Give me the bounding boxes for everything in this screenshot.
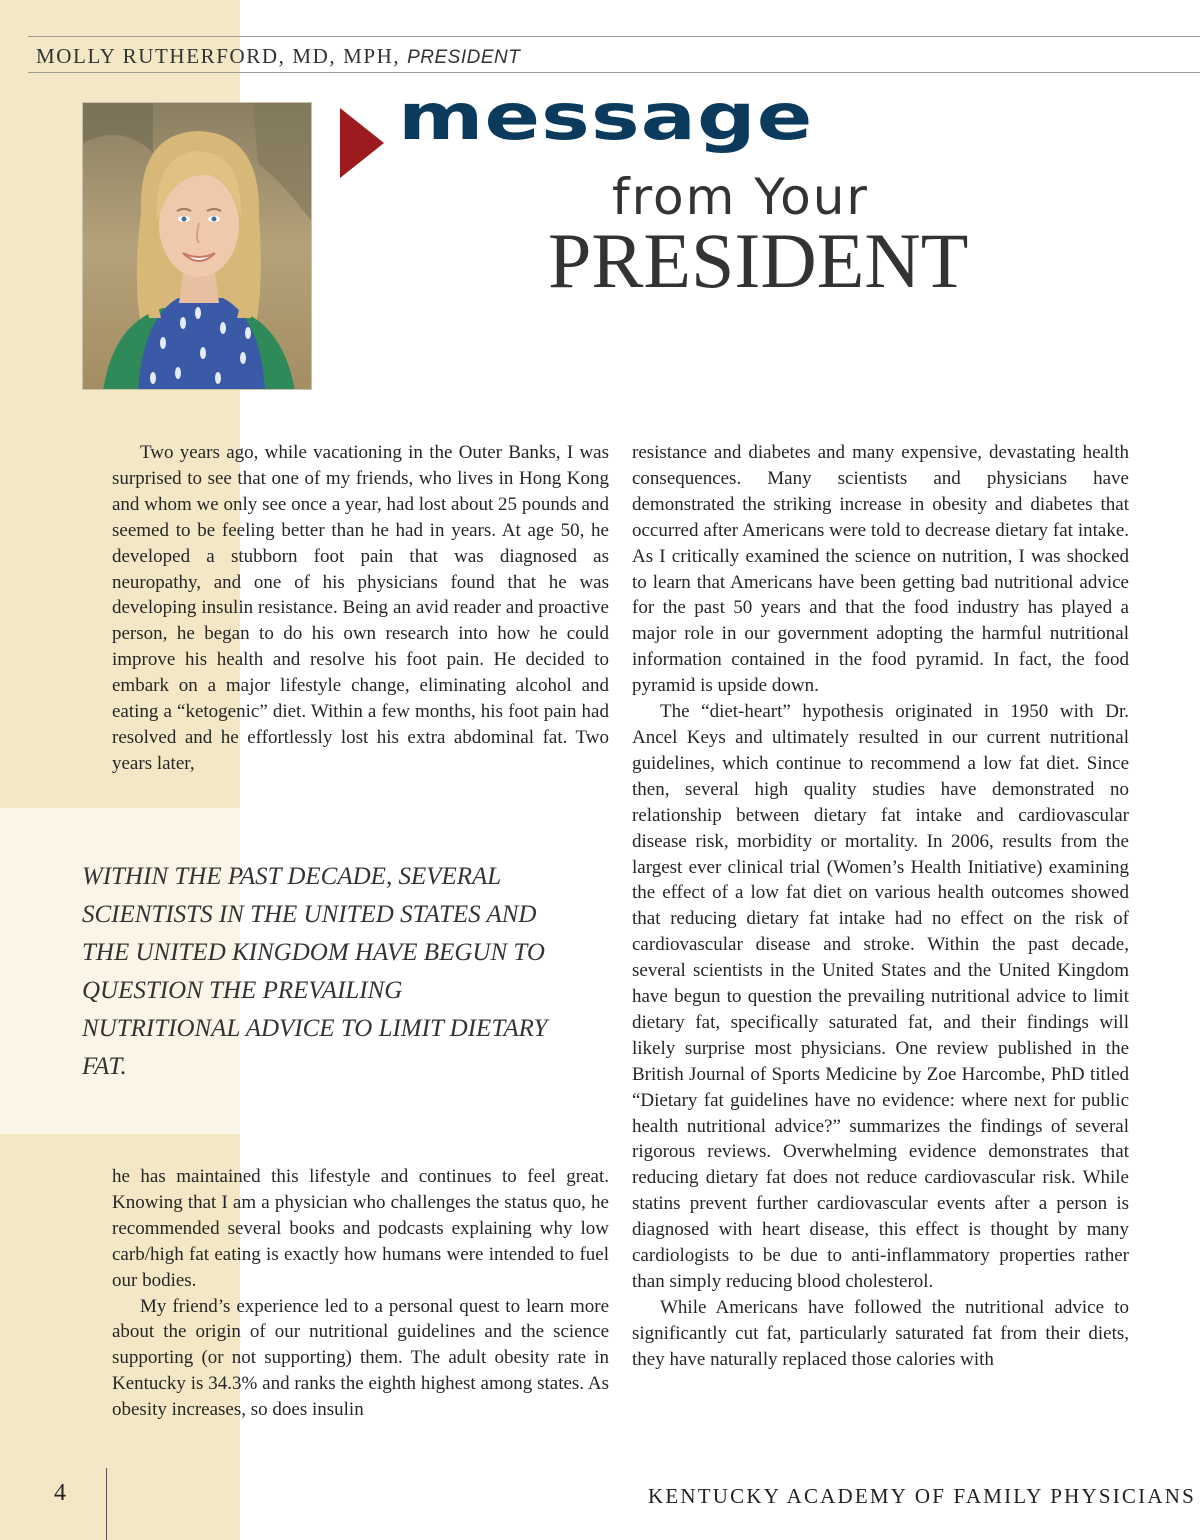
portrait-photo (82, 102, 312, 390)
column-left-bottom (112, 1164, 609, 1423)
pull-quote: WITHIN THE PAST DECADE, SEVERAL SCIENTISTS IN THE UNITED STATES AND THE UNITED KINGDOM HAVE BEGUN TO QUESTION THE PREVAILING NUTRITIONAL ADVICE TO LIMIT DIETARY FAT. (82, 863, 548, 1080)
footer-divider (106, 1468, 107, 1540)
paragraph: While Americans have followed the nutritional advice to significantly cut fat, particularly saturated fat from their diets, they have naturally replaced those calories with (632, 1296, 1129, 1370)
author-role: PRESIDENT (407, 47, 521, 68)
organization-name: KENTUCKY ACADEMY OF FAMILY PHYSICIANS (648, 1484, 1196, 1508)
paragraph: he has maintained this lifestyle and continues to feel great. Knowing that I am a physician who challenges the status quo, he recommended several books and podcasts explaining why low carb/high fat eating is exactly how humans were intended to fuel our bodies. (112, 1166, 609, 1291)
title-from-your: from Your (612, 168, 869, 226)
column-left-top (112, 440, 609, 777)
paragraph: Two years ago, while vacationing in the Outer Banks, I was surprised to see that one of my friends, who lives in Hong Kong and whom we only see once a year, had lost about 25 pounds and seemed to be feeling better than he had in years. At age 50, he developed a stubborn foot pain that was diagnosed as neuropathy, and one of his physicians found that he was developing insulin resistance. Being an avid reader and proactive person, he began to do his own research into how he could improve his health and resolve his foot pain. He decided to embark on a major lifestyle change, eliminating alcohol and eating a “ketogenic” diet. Within a few months, his foot pain had resolved and he effortlessly lost his extra abdominal fat. Two years later, (112, 442, 609, 774)
author-name: MOLLY RUTHERFORD, MD, MPH, (36, 44, 401, 68)
page-number: 4 (54, 1480, 66, 1506)
portrait-photo-icon (83, 103, 312, 390)
title-president: PRESIDENT (548, 217, 969, 304)
title-arrow-icon (340, 108, 384, 178)
paragraph: The “diet-heart” hypothesis originated in 1950 with Dr. Ancel Keys and ultimately resulted in our current nutritional guidelines, which continue to recommend a low fat diet. Since then, several high quality studies have demonstrated no relationship between dietary fat intake and cardiovascular disease risk, morbidity or mortality. In 2006, results from the largest ever clinical trial (Women’s Health Initiative) examining the effect of a low fat diet on various health outcomes showed that reducing dietary fat intake had no effect on the risk of cardiovascular disease and stroke. Within the past decade, several scientists in the United States and the United Kingdom have begun to question the prevailing nutritional advice to limit dietary fat, specifically saturated fat, and their findings will likely surprise most physicians. One review published in the British Journal of Sports Medicine by Zoe Harcombe, PhD titled “Dietary fat guidelines have no evidence: where next for public health nutritional advice?” summarizes the findings of several rigorous reviews. Overwhelming evidence demonstrates that reducing dietary fat does not reduce cardiovascular risk. While statins prevent further cardiovascular events after a person is diagnosed with heart disease, this effect is thought by many cardiologists to be due to anti-inflammatory properties rather than simply reducing blood cholesterol. (632, 701, 1129, 1292)
title-message: message (398, 80, 814, 155)
column-right (632, 440, 1129, 1373)
header-rule-top (28, 36, 1200, 37)
paragraph: resistance and diabetes and many expensive, devastating health consequences. Many scientists and physicians have demonstrated the striking increase in obesity and diabetes that occurred after Americans were told to decrease dietary fat intake. As I critically examined the science on nutrition, I was shocked to learn that Americans have been getting bad nutritional advice for the past 50 years and that the food industry has played a major role in our government adopting the harmful nutritional information contained in the food pyramid. In fact, the food pyramid is upside down. (632, 442, 1129, 697)
byline (36, 44, 520, 69)
paragraph: My friend’s experience led to a personal quest to learn more about the origin of our nutritional guidelines and the science supporting (or not supporting) them. The adult obesity rate in Kentucky is 34.3% and ranks the eighth highest among states. As obesity increases, so does insulin (112, 1295, 609, 1421)
header-rule-bottom (28, 72, 1200, 73)
